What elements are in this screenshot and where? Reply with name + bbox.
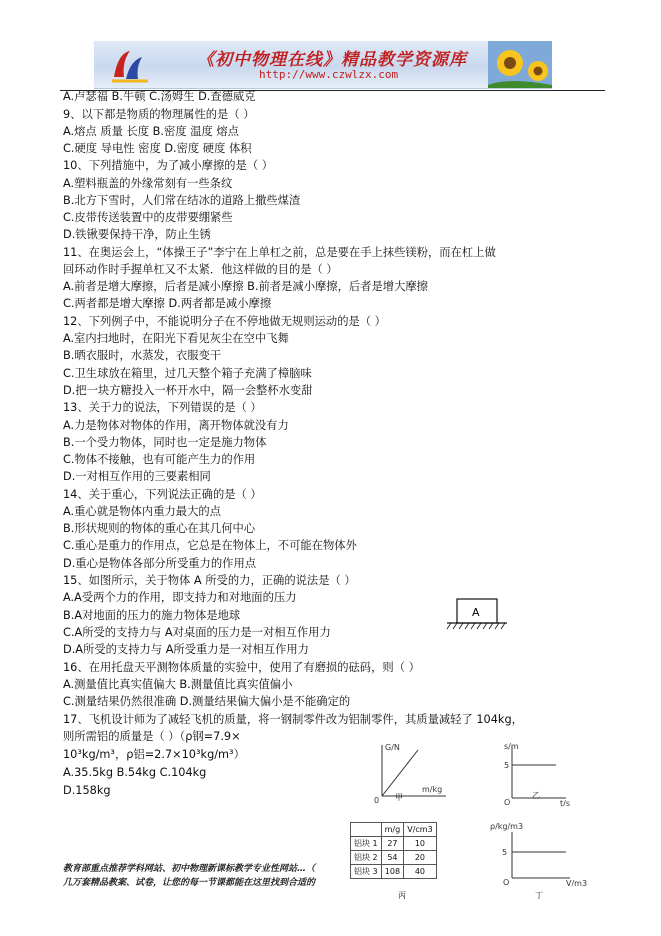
block-a-label: A [472,606,480,619]
yi-origin: O [504,798,511,806]
table-cell: 27 [381,837,404,851]
yi-xlabel: t/s [560,799,570,806]
text-line: 14、关于重心，下列说法正确的是（ ） [63,488,262,501]
table-cell: 铝块 1 [351,837,382,851]
yi-level: 5 [504,761,510,770]
text-line: C.测量结果仍然很准确 D.测量结果偏大偏小是不能确定的 [63,695,351,708]
ding-origin: O [503,878,510,886]
text-line: B.晒衣服时，水蒸发，衣服变干 [63,349,222,362]
block-on-surface-figure [445,596,509,632]
text-line: 9、以下都是物质的物理属性的是（ ） [63,108,255,121]
text-line: A.室内扫地时，在阳光下看见灰尘在空中飞舞 [63,332,289,345]
table-row [351,837,437,851]
text-line: B.一个受力物体，同时也一定是施力物体 [63,436,267,449]
table-header-cell: V/cm3 [404,823,436,837]
text-line: D.A所受的支持力与 A所受重力是一对相互作用力 [63,643,309,656]
text-line: C.A所受的支持力与 A对桌面的压力是一对相互作用力 [63,626,331,639]
sunflower-icon [488,41,552,88]
text-line: D.重心是物体各部分所受重力的作用点 [63,557,257,570]
text-line: A.A受两个力的作用，即支持力和对地面的压力 [63,591,297,604]
bing-caption: 丙 [398,891,406,900]
ding-level: 5 [502,848,508,857]
yi-caption: 乙 [532,791,540,800]
text-line: A.卢瑟福 B.牛顿 C.汤姆生 D.查德威克 [63,90,256,103]
text-line: 10³kg/m³，ρ铝=2.7×10³kg/m³） [63,748,245,761]
text-line: 11、在奥运会上，“体操王子”李宁在上单杠之前，总是要在手上抹些镁粉，而在杠上做 [63,246,496,259]
text-line: C.硬度 导电性 密度 D.密度 硬度 体积 [63,142,252,155]
text-line: A.测量值比真实值偏大 B.测量值比真实值偏小 [63,678,293,691]
jia-ylabel: G/N [385,743,400,752]
text-line: 10、下列措施中，为了减小摩擦的是（ ） [63,159,274,172]
text-line: 16、在用托盘天平测物体质量的实验中，使用了有磨损的砝码，则（ ） [63,661,420,674]
text-line: B.北方下雪时，人们常在结冰的道路上撒些煤渣 [63,194,301,207]
text-line: 15、如图所示，关于物体 A 所受的力，正确的说法是（ ） [63,574,356,587]
jia-xlabel: m/kg [422,785,443,794]
site-title: 《初中物理在线》精品教学资源库 [197,50,467,70]
text-line: 13、关于力的说法，下列错误的是（ ） [63,401,262,414]
header-banner [94,41,552,89]
table-cell: 铝块 2 [351,851,382,865]
graph-ding [490,820,596,886]
site-logo [108,47,152,85]
text-line: D.铁锹要保持干净，防止生锈 [63,228,211,241]
ding-ylabel: ρ/kg/m3 [490,822,524,831]
text-line: C.卫生球放在箱里，过几天整个箱子充满了樟脑味 [63,367,312,380]
q17-options: A.35.5kg B.54kg C.104kg [63,766,207,779]
footer-line-1: 教育部重点推荐学科网站、初中物理新课标教学专业性网站…（ [63,864,316,874]
table-cell: 铝块 3 [351,865,382,879]
site-url[interactable]: http://www.czwlzx.com [259,68,399,81]
jia-origin: 0 [374,796,380,804]
table-cell: 54 [381,851,404,865]
mass-volume-table [350,822,437,879]
text-line: A.力是物体对物体的作用，离开物体就没有力 [63,419,289,432]
footer-note [63,862,315,890]
table-cell: 10 [404,837,436,851]
table-header-cell [351,823,382,837]
text-line: D.一对相互作用的三要素相同 [63,470,211,483]
table-row [351,851,437,865]
table-bing [350,822,437,879]
text-line: C.两者都是增大摩擦 D.两者都是减小摩擦 [63,297,272,310]
table-row [351,865,437,879]
text-line: 回环动作时手握单杠又不太紧．他这样做的目的是（ ） [63,263,338,276]
text-line: C.皮带传送装置中的皮带要绷紧些 [63,211,233,224]
jia-caption: 甲 [395,793,403,802]
text-line: A.熔点 质量 长度 B.密度 温度 熔点 [63,125,239,138]
text-line: A.前者是增大摩擦，后者是减小摩擦 B.前者是减小摩擦，后者是增大摩擦 [63,280,428,293]
ding-caption: 丁 [535,891,543,900]
text-line: 12、下列例子中，不能说明分子在不停地做无规则运动的是（ ） [63,315,386,328]
footer-line-2: 几万套精品教案、试卷，让您的每一节课都能在这里找到合适的 [63,878,316,888]
text-line: D.把一块方糖投入一杯开水中，隔一会整杯水变甜 [63,384,313,397]
table-cell: 108 [381,865,404,879]
text-line: 则所需铝的质量是（ ）（ρ钢=7.9× [63,730,241,743]
text-line: C.重心是重力的作用点，它总是在物体上，不可能在物体外 [63,539,357,552]
text-line: A.塑料瓶盖的外缘常刻有一些条纹 [63,177,233,190]
graph-jia [372,740,452,804]
text-line: A.重心就是物体内重力最大的点 [63,505,221,518]
text-line: C.物体不接触，也有可能产生力的作用 [63,453,256,466]
table-cell: 40 [404,865,436,879]
table-header-cell: m/g [381,823,404,837]
table-cell: 20 [404,851,436,865]
yi-ylabel: s/m [504,742,519,751]
q17-option-d: D.158kg [63,784,111,797]
text-line: B.形状规则的物体的重心在其几何中心 [63,522,256,535]
text-line: 17、飞机设计师为了减轻飞机的质量，将一钢制零件改为铝制零件，其质量减轻了 104kg， [63,713,523,726]
table-header-row [351,823,437,837]
ding-xlabel: V/m3 [566,879,588,886]
text-line: B.A对地面的压力的施力物体是地球 [63,609,241,622]
